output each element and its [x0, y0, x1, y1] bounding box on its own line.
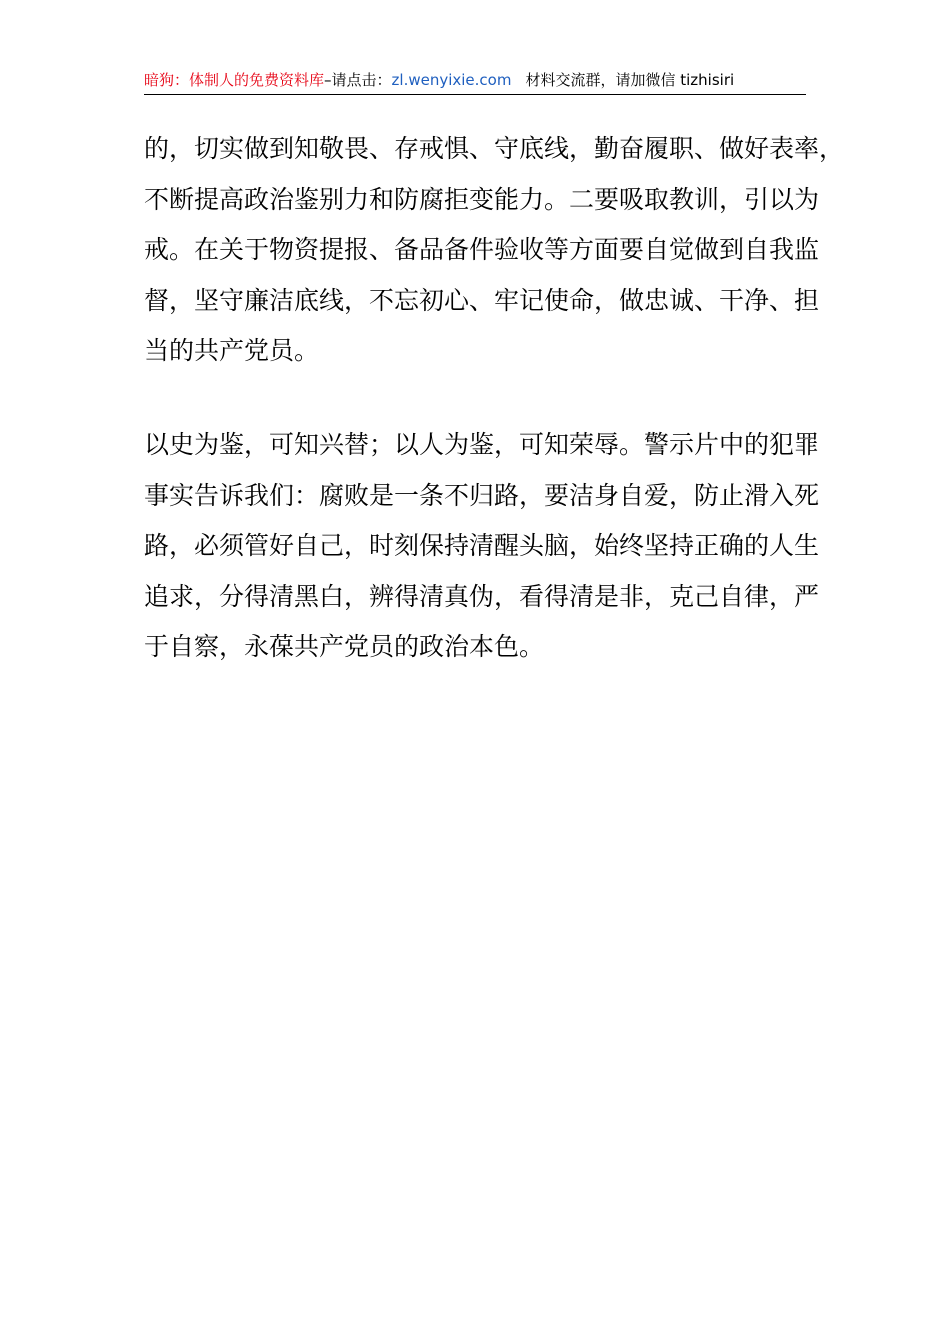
paragraph-line: 督，坚守廉洁底线，不忘初心、牢记使命，做忠诚、干净、担 — [144, 285, 820, 315]
paragraph-line: 的，切实做到知敬畏、存戒惧、守底线，勤奋履职、做好表率， — [144, 134, 845, 163]
paragraph-line: 当的共产党员。 — [144, 336, 320, 365]
paragraph-line: 于自察，永葆共产党员的政治本色。 — [144, 632, 545, 661]
paragraph-2 — [144, 420, 820, 673]
header-lead: –请点击： — [324, 71, 392, 89]
paragraph-line: 不断提高政治鉴别力和防腐拒变能力。二要吸取教训，引以为 — [144, 184, 820, 214]
paragraph-1 — [144, 124, 845, 377]
paragraph-line: 戒。在关于物资提报、备品备件验收等方面要自觉做到自我监 — [144, 235, 820, 264]
paragraph-line: 事实告诉我们：腐败是一条不归路，要洁身自爱，防止滑入死 — [144, 480, 820, 510]
paragraph-line: 路，必须管好自己，时刻保持清醒头脑，始终坚持正确的人生 — [144, 531, 820, 560]
header-wechat-note: 材料交流群，请加微信 tizhisiri — [525, 71, 735, 89]
header-brand: 暗狗：体制人的免费资料库 — [144, 71, 325, 89]
paragraph-line: 以史为鉴，可知兴替；以人为鉴，可知荣辱。警示片中的犯罪 — [144, 430, 820, 459]
header-link[interactable]: zl.wenyixie.com — [391, 71, 512, 89]
page-header — [144, 66, 806, 95]
paragraph-line: 追求，分得清黑白，辨得清真伪，看得清是非，克己自律，严 — [144, 581, 820, 611]
